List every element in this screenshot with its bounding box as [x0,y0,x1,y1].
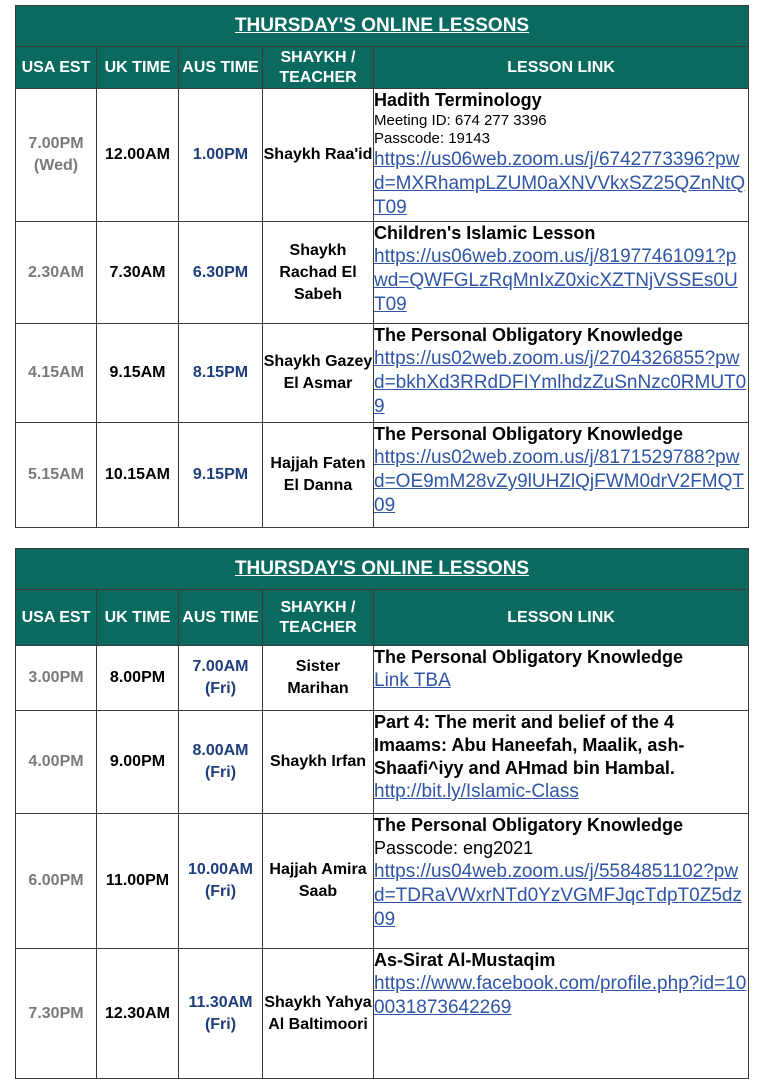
lesson-cell [374,324,749,423]
teacher-cell-value: Shaykh Raa'id [263,146,373,163]
usa-est-cell-day: (Wed) [33,157,79,174]
header-aus-time: AUS TIME [179,47,263,89]
usa-est-cell-value: 5.15AM [27,466,85,483]
teacher-cell [263,423,374,528]
uk-time-cell-value: 10.15AM [105,466,170,483]
table-row [16,222,749,324]
header-usa-est: USA EST [16,47,97,89]
aus-time-cell [179,89,263,222]
lesson-link[interactable]: https://us02web.zoom.us/j/8171529788?pwd=OE9mM28vZy9lUHZlQjFWM0drV2FMQT09 [374,447,745,516]
uk-time-cell [97,222,179,324]
aus-time-cell-day: (Fri) [204,1015,237,1033]
header-usa-est: USA EST [16,590,97,646]
usa-est-cell [16,423,97,528]
uk-time-cell [97,423,179,528]
usa-est-cell-value: 2.30AM [27,263,85,281]
aus-time-cell-value: 10.00AM [188,861,253,878]
header-uk-time: UK TIME [97,590,179,646]
lesson-cell [374,646,749,711]
teacher-cell [263,646,374,711]
uk-time-cell [97,949,179,1079]
usa-est-cell-value: 7.00PM [28,135,84,152]
aus-time-cell-day: (Fri) [204,883,237,900]
aus-time-cell [179,711,263,814]
header-lesson-link: LESSON LINK [374,590,749,646]
header-aus-time: AUS TIME [179,590,263,646]
lesson-title: The Personal Obligatory Knowledge [374,325,684,345]
lesson-cell [374,423,749,528]
teacher-cell-value: Hajjah Faten El Danna [270,455,366,494]
lesson-cell [374,711,749,814]
lesson-link[interactable]: http://bit.ly/Islamic-Class [374,781,579,802]
usa-est-cell [16,646,97,711]
aus-time-cell-value: 6.30PM [192,263,249,281]
table-row [16,324,749,423]
lesson-title: The Personal Obligatory Knowledge [374,424,684,444]
aus-time-cell-value: 11.30AM [188,993,253,1011]
table-title: THURSDAY'S ONLINE LESSONS [16,549,749,590]
teacher-cell-value: Hajjah Amira Saab [269,861,367,900]
usa-est-cell [16,814,97,949]
usa-est-cell [16,89,97,222]
lesson-title: Part 4: The merit and belief of the 4 Imaams: Abu Haneefah, Maalik, ash-Shaafi^iyy and AHmad bin Hambal. [374,712,685,778]
lesson-cell [374,949,749,1079]
schedule-table-2 [15,548,749,1079]
usa-est-cell-value: 4.15AM [27,364,85,381]
usa-est-cell-value: 4.00PM [28,753,84,770]
table-row [16,646,749,711]
header-uk-time: UK TIME [97,47,179,89]
table-row [16,711,749,814]
usa-est-cell-value: 7.30PM [28,1004,84,1022]
uk-time-cell-value: 8.00PM [109,669,166,686]
lesson-title: As-Sirat Al-Mustaqim [374,950,556,970]
aus-time-cell [179,814,263,949]
teacher-cell-value: Shaykh Gazey El Asmar [263,353,373,392]
teacher-cell [263,711,374,814]
aus-time-cell [179,949,263,1079]
lesson-detail: Passcode: eng2021 [374,838,534,858]
aus-time-cell-value: 1.00PM [192,146,249,163]
teacher-cell [263,89,374,222]
aus-time-cell [179,222,263,324]
teacher-cell [263,324,374,423]
aus-time-cell-value: 7.00AM [192,658,249,675]
aus-time-cell-value: 9.15PM [192,466,249,483]
teacher-cell-value: Shaykh Irfan [269,753,367,770]
aus-time-cell [179,324,263,423]
header-teacher: SHAYKH / TEACHER [263,47,374,89]
teacher-cell-value: Shaykh Rachad El Sabeh [279,241,357,303]
schedule-table-1 [15,5,749,528]
lesson-cell [374,222,749,324]
lesson-title: The Personal Obligatory Knowledge [374,647,684,667]
aus-time-cell-day: (Fri) [204,764,237,781]
teacher-cell [263,949,374,1079]
table-row [16,814,749,949]
uk-time-cell-value: 12.30AM [105,1004,170,1022]
aus-time-cell [179,646,263,711]
lesson-title: Hadith Terminology [374,90,542,110]
teacher-cell [263,814,374,949]
usa-est-cell [16,222,97,324]
lesson-title: Children's Islamic Lesson [374,223,596,243]
lesson-link[interactable]: Link TBA [374,670,451,691]
uk-time-cell-value: 12.00AM [105,146,170,163]
aus-time-cell-day: (Fri) [204,680,237,697]
lesson-detail: Meeting ID: 674 277 3396 [374,112,547,129]
lesson-link[interactable]: https://www.facebook.com/profile.php?id=100031873642269 [374,973,747,1018]
table-row [16,949,749,1079]
uk-time-cell [97,711,179,814]
uk-time-cell [97,324,179,423]
lesson-link[interactable]: https://us06web.zoom.us/j/6742773396?pwd=MXRhampLZUM0aXNVVkxSZ25QZnNtQT09 [374,149,746,218]
teacher-cell-value: Sister Marihan [287,658,349,697]
lesson-detail: Passcode: 19143 [374,130,490,147]
lesson-link[interactable]: https://us02web.zoom.us/j/2704326855?pwd=bkhXd3RRdDFIYmlhdzZuSnNzc0RMUT09 [374,348,747,417]
aus-time-cell-value: 8.00AM [192,742,249,759]
usa-est-cell [16,949,97,1079]
table-row [16,423,749,528]
usa-est-cell-value: 6.00PM [28,872,84,889]
table-title: THURSDAY'S ONLINE LESSONS [16,6,749,47]
uk-time-cell-value: 7.30AM [109,263,166,281]
table-row [16,89,749,222]
aus-time-cell-value: 8.15PM [192,364,249,381]
usa-est-cell [16,324,97,423]
teacher-cell-value: Shaykh Yahya Al Baltimoori [264,993,372,1033]
teacher-cell [263,222,374,324]
lesson-cell [374,814,749,949]
lesson-link[interactable]: https://us04web.zoom.us/j/5584851102?pwd=TDRaVWxrNTd0YzVGMFJqcTdpT0Z5dz09 [374,861,742,930]
uk-time-cell-value: 11.00PM [105,872,170,889]
uk-time-cell-value: 9.15AM [109,364,166,381]
lesson-cell [374,89,749,222]
aus-time-cell [179,423,263,528]
uk-time-cell [97,814,179,949]
header-lesson-link: LESSON LINK [374,47,749,89]
uk-time-cell [97,646,179,711]
header-teacher: SHAYKH / TEACHER [263,590,374,646]
uk-time-cell [97,89,179,222]
uk-time-cell-value: 9.00PM [109,753,166,770]
usa-est-cell [16,711,97,814]
usa-est-cell-value: 3.00PM [28,669,84,686]
lesson-title: The Personal Obligatory Knowledge [374,815,684,835]
lesson-link[interactable]: https://us06web.zoom.us/j/81977461091?pwd=QWFGLzRqMnIxZ0xicXZTNjVSSEs0UT09 [374,246,738,315]
